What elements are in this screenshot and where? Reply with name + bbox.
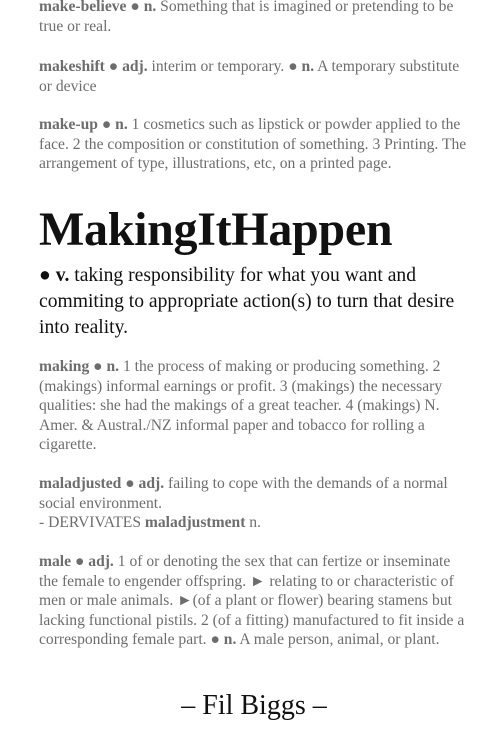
entry-pos: ● n. <box>93 358 120 375</box>
entry-maladjusted <box>39 474 469 533</box>
entry-pos: ● adj. <box>125 475 165 492</box>
entry-definition: interim or temporary. <box>147 58 289 75</box>
entry-pos: ● adj. <box>74 553 114 570</box>
entry-male <box>39 552 469 650</box>
entry-pos: ● n. <box>130 0 157 15</box>
entry-word: make-up <box>39 116 98 133</box>
main-definition-text: taking responsibility for what you want and commiting to appropriate action(s) to turn that desire into reality. <box>39 265 455 338</box>
entry-make-believe <box>39 0 469 36</box>
entry-definition: A male person, animal, or plant. <box>236 631 440 648</box>
entry-definition: failing to cope with the demands of a normal social environment. <box>39 475 448 512</box>
entry-word: make-believe <box>39 0 127 15</box>
entry-pos: ● n. <box>210 631 237 648</box>
entry-word: maladjusted <box>39 475 122 492</box>
entry-derivatives-label: - DERVIVATES <box>39 514 145 531</box>
entry-making <box>39 357 469 455</box>
entry-definition: 1 the process of making or producing something. 2 (makings) informal earnings or profit. 3 (makings) the necessary qualities: she had the makings of a great teacher. 4 (makings) N. Amer. & Austral./NZ informal paper and tobacco for rolling a cigarette. <box>39 358 443 453</box>
main-definition <box>39 263 469 341</box>
entry-definition: 1 cosmetics such as lipstick or powder applied to the face. 2 the composition or constitution of something. 3 Printing. The arrangement of type, illustrations, etc, on a printed page. <box>39 116 467 172</box>
entry-definition: Something that is imagined or pretending to be true or real. <box>39 0 454 35</box>
entry-word: making <box>39 358 90 375</box>
entry-makeshift <box>39 57 469 96</box>
entry-pos: ● n. <box>101 116 128 133</box>
entry-word: male <box>39 553 72 570</box>
entry-definition: A temporary substitute or device <box>39 58 460 95</box>
entry-make-up <box>39 115 469 174</box>
entry-derivative-word: maladjustment <box>144 514 246 531</box>
main-headword: MakingItHappen <box>39 203 393 256</box>
main-pos: ● v. <box>39 265 70 286</box>
entry-pos: ● adj. <box>108 58 148 75</box>
entry-definition: 1 of or denoting the sex that can fertize or inseminate the female to engender offspring. ► relating to or characteristic of men or male animals. ►(of a plant or flower) bearing stamens but lacking functional pistils. 2 (of a fitting) manufactured to fit inside a corresponding female part. <box>39 553 465 648</box>
entry-word: makeshift <box>39 58 105 75</box>
entry-pos: ● n. <box>288 58 315 75</box>
entry-derivative-pos: n. <box>245 514 261 531</box>
author-name: – Fil Biggs – <box>181 690 327 721</box>
